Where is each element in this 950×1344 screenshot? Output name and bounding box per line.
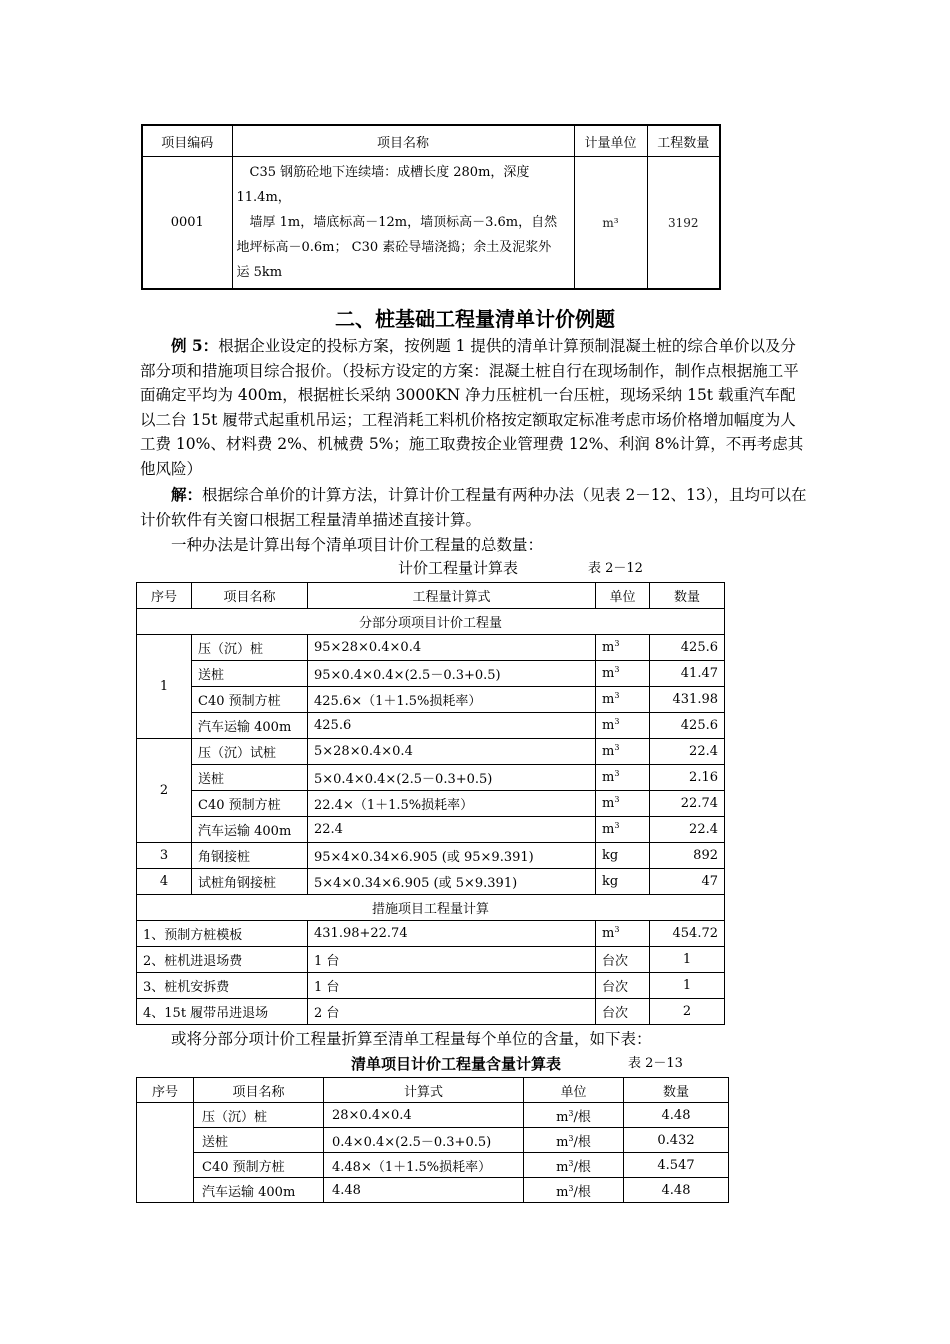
item-formula: 425.6 xyxy=(308,713,596,739)
table-row xyxy=(137,869,725,895)
method-line: 一种办法是计算出每个清单项目计价工程量的总数量： xyxy=(171,536,544,554)
measure-formula: 431.98+22.74 xyxy=(308,921,596,947)
table-row xyxy=(137,1153,729,1178)
item-qty: 0.432 xyxy=(624,1128,729,1153)
header-formula: 计算式 xyxy=(324,1078,524,1103)
item-unit: kg xyxy=(596,843,650,869)
item-formula: 5×0.4×0.4×(2.5－0.3+0.5) xyxy=(308,765,596,791)
item-unit: kg xyxy=(596,869,650,895)
table-row xyxy=(137,843,725,869)
example-text: 根据企业设定的投标方案，按例题 1 提供的清单计算预制混凝土桩的综合单价以及分部分项和措施项目综合报价。（投标方设定的方案：混凝土桩自行在现场制作，制作点根据施工平面确定平均为 400m，根据桩长采纳 3000KN 净力压桩机一台压桩，现场采纳 15t 载重汽车配以二台 15t 履带式起重机吊运；工程消耗工料机价格按定额取定标准考虑市场价格增加幅度为人工费 10%、材料费 2%、机械费 5%；施工取费按企业管理费 12%、利润 8%计算，不再考虑其他风险） xyxy=(140,337,804,478)
item-formula: 4.48×（1＋1.5%损耗率） xyxy=(324,1153,524,1178)
item-unit: $m^3$ xyxy=(596,661,650,687)
measure-formula: 2 台 xyxy=(308,999,596,1025)
item-formula: 95×28×0.4×0.4 xyxy=(308,635,596,661)
item-formula: 95×0.4×0.4×(2.5－0.3+0.5) xyxy=(308,661,596,687)
header-unit: 单位 xyxy=(596,583,650,609)
header-unit: 单位 xyxy=(524,1078,624,1103)
alt-method-line: 或将分部分项计价工程量折算至清单工程量每个单位的含量，如下表： xyxy=(171,1030,652,1048)
table-row xyxy=(137,1103,729,1128)
group-number: 1 xyxy=(137,635,192,739)
section-row xyxy=(137,895,725,921)
header-name: 项目名称 xyxy=(232,125,574,157)
item-qty: 892 xyxy=(650,843,725,869)
item-name: 压（沉）桩 xyxy=(194,1103,324,1128)
item-unit: $m^3/$根 xyxy=(524,1178,624,1203)
item-name: C40 预制方桩 xyxy=(194,1153,324,1178)
item-name: C40 预制方桩 xyxy=(192,791,308,817)
solution-paragraph xyxy=(140,483,808,532)
measure-name: 1、预制方桩模板 xyxy=(137,921,308,947)
example-paragraph xyxy=(140,334,808,481)
item-qty: 47 xyxy=(650,869,725,895)
measure-unit: $m^3$ xyxy=(596,921,650,947)
desc-line: C35 钢筋砼地下连续墙：成槽长度 280m，深度 xyxy=(236,165,530,180)
table-header-row xyxy=(137,583,725,609)
measure-qty: 2 xyxy=(650,999,725,1025)
bill-quantity-table xyxy=(141,124,721,290)
item-unit: $m^3$ xyxy=(596,765,650,791)
row-number-empty xyxy=(137,1103,194,1203)
table-row xyxy=(137,1178,729,1203)
table-row xyxy=(137,999,725,1025)
item-qty: 2.16 xyxy=(650,765,725,791)
measure-qty: 1 xyxy=(650,973,725,999)
item-name: 送桩 xyxy=(192,765,308,791)
table-header-row xyxy=(142,125,720,157)
content-quantity-table xyxy=(136,1077,729,1203)
header-no: 序号 xyxy=(137,583,192,609)
measure-formula: 1 台 xyxy=(308,947,596,973)
header-name: 项目名称 xyxy=(194,1078,324,1103)
measure-name: 2、桩机进退场费 xyxy=(137,947,308,973)
section-title: 二、桩基础工程量清单计价例题 xyxy=(335,307,615,331)
item-name: 汽车运输 400m xyxy=(192,713,308,739)
table-row xyxy=(137,661,725,687)
item-formula: 425.6×（1＋1.5%损耗率） xyxy=(308,687,596,713)
table-row xyxy=(137,947,725,973)
item-formula: 5×4×0.34×6.905 (或 5×9.391) xyxy=(308,869,596,895)
measure-qty: 1 xyxy=(650,947,725,973)
item-name: 压（沉）桩 xyxy=(192,635,308,661)
header-name: 项目名称 xyxy=(192,583,308,609)
solution-text: 根据综合单价的计算方法，计算计价工程量有两种办法（见表 2－12、13），且均可以在计价软件有关窗口根据工程量清单描述直接计算。 xyxy=(140,486,807,529)
item-unit: $m^3/$根 xyxy=(524,1103,624,1128)
item-qty: 4.48 xyxy=(624,1178,729,1203)
item-name: 送桩 xyxy=(194,1128,324,1153)
item-name: 压（沉）试桩 xyxy=(192,739,308,765)
item-qty: 3192 xyxy=(647,157,720,290)
pricing-quantity-table xyxy=(136,582,725,1025)
measure-unit: 台次 xyxy=(596,999,650,1025)
measure-formula: 1 台 xyxy=(308,973,596,999)
item-formula: 22.4×（1＋1.5%损耗率） xyxy=(308,791,596,817)
section-label: 分部分项项目计价工程量 xyxy=(137,609,725,635)
item-formula: 95×4×0.34×6.905 (或 95×9.391) xyxy=(308,843,596,869)
item-qty: 4.547 xyxy=(624,1153,729,1178)
item-unit: $m^3/$根 xyxy=(524,1153,624,1178)
table-row xyxy=(137,921,725,947)
table-row xyxy=(137,1128,729,1153)
measure-unit: 台次 xyxy=(596,973,650,999)
measure-qty: 454.72 xyxy=(650,921,725,947)
table3-number: 表 2－13 xyxy=(628,1056,683,1071)
measure-name: 3、桩机安拆费 xyxy=(137,973,308,999)
item-code: 0001 xyxy=(142,157,232,290)
table-row xyxy=(137,973,725,999)
desc-line: 11.4m， xyxy=(236,190,291,205)
item-qty: 41.47 xyxy=(650,661,725,687)
header-qty: 工程数量 xyxy=(647,125,720,157)
item-qty: 22.74 xyxy=(650,791,725,817)
item-unit: $m^3$ xyxy=(596,817,650,843)
table-header-row xyxy=(137,1078,729,1103)
item-formula: 22.4 xyxy=(308,817,596,843)
header-code: 项目编码 xyxy=(142,125,232,157)
section-label: 措施项目工程量计算 xyxy=(137,895,725,921)
item-qty: 22.4 xyxy=(650,817,725,843)
table2-number: 表 2－12 xyxy=(588,561,643,576)
item-unit: $m^3/$根 xyxy=(524,1128,624,1153)
item-qty: 425.6 xyxy=(650,635,725,661)
table-row xyxy=(137,739,725,765)
row-number: 3 xyxy=(137,843,192,869)
header-no: 序号 xyxy=(137,1078,194,1103)
item-formula: 4.48 xyxy=(324,1178,524,1203)
header-unit: 计量单位 xyxy=(574,125,647,157)
item-formula: 5×28×0.4×0.4 xyxy=(308,739,596,765)
item-name: 汽车运输 400m xyxy=(192,817,308,843)
table-row xyxy=(137,635,725,661)
item-formula: 0.4×0.4×(2.5－0.3+0.5) xyxy=(324,1128,524,1153)
desc-line: 运 5km xyxy=(236,265,283,280)
item-unit: $m^3$ xyxy=(596,713,650,739)
item-name: 送桩 xyxy=(192,661,308,687)
item-qty: 22.4 xyxy=(650,739,725,765)
example-label: 例 5： xyxy=(171,336,219,355)
row-number: 4 xyxy=(137,869,192,895)
desc-line: 地坪标高－0.6m； C30 素砼导墙浇捣；余土及泥浆外 xyxy=(236,240,552,255)
item-unit: m³ xyxy=(574,157,647,290)
header-qty: 数量 xyxy=(650,583,725,609)
item-name: 试桩角钢接桩 xyxy=(192,869,308,895)
item-unit: $m^3$ xyxy=(596,687,650,713)
item-qty: 425.6 xyxy=(650,713,725,739)
header-formula: 工程量计算式 xyxy=(308,583,596,609)
solution-label: 解： xyxy=(171,485,203,504)
item-name: 角钢接桩 xyxy=(192,843,308,869)
table-row xyxy=(137,687,725,713)
item-description xyxy=(232,157,574,290)
item-name: 汽车运输 400m xyxy=(194,1178,324,1203)
table-row xyxy=(142,157,720,290)
section-row xyxy=(137,609,725,635)
item-unit: $m^3$ xyxy=(596,635,650,661)
table-row xyxy=(137,713,725,739)
item-qty: 431.98 xyxy=(650,687,725,713)
measure-unit: 台次 xyxy=(596,947,650,973)
item-name: C40 预制方桩 xyxy=(192,687,308,713)
item-unit: $m^3$ xyxy=(596,739,650,765)
measure-name: 4、15t 履带吊进退场 xyxy=(137,999,308,1025)
desc-line: 墙厚 1m，墙底标高－12m，墙顶标高－3.6m，自然 xyxy=(236,215,558,230)
item-qty: 4.48 xyxy=(624,1103,729,1128)
table2-caption: 计价工程量计算表 xyxy=(398,559,519,577)
item-formula: 28×0.4×0.4 xyxy=(324,1103,524,1128)
group-number: 2 xyxy=(137,739,192,843)
table-row xyxy=(137,765,725,791)
header-qty: 数量 xyxy=(624,1078,729,1103)
table3-caption: 清单项目计价工程量含量计算表 xyxy=(351,1055,562,1073)
table-row xyxy=(137,791,725,817)
item-unit: $m^3$ xyxy=(596,791,650,817)
table-row xyxy=(137,817,725,843)
